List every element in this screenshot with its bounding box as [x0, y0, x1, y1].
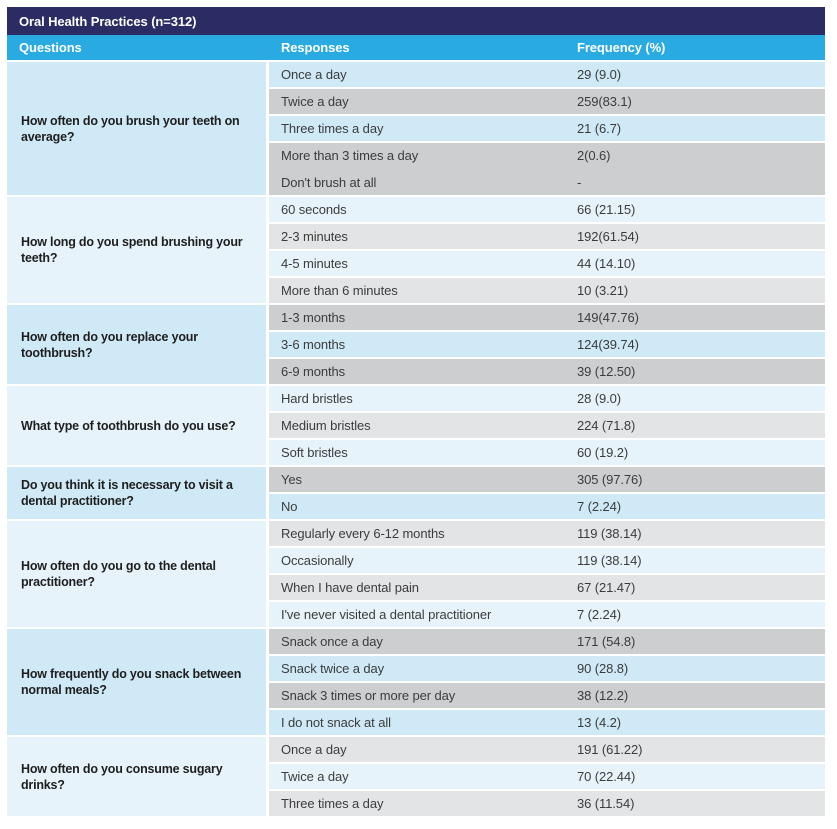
table-row — [269, 249, 825, 276]
table-row — [269, 465, 825, 492]
question-cell — [7, 737, 266, 816]
question-group — [7, 195, 825, 303]
table-row — [269, 411, 825, 438]
frequency-cell: 90 (28.8) — [577, 661, 629, 676]
table-row — [269, 681, 825, 708]
response-cell: Once a day — [281, 742, 347, 757]
table-row — [269, 735, 825, 762]
frequency-cell: 66 (21.15) — [577, 202, 636, 217]
response-cell: Twice a day — [281, 769, 349, 784]
frequency-cell: 21 (6.7) — [577, 121, 622, 136]
response-cell: When I have dental pain — [281, 580, 419, 595]
response-cell: Medium bristles — [281, 418, 371, 433]
frequency-cell: 224 (71.8) — [577, 418, 636, 433]
column-header-questions: Questions — [19, 40, 82, 55]
frequency-cell: 36 (11.54) — [577, 796, 635, 811]
table-title: Oral Health Practices (n=312) — [19, 13, 197, 29]
question-cell — [7, 197, 266, 303]
table-body — [7, 60, 825, 816]
question-text: How often do you brush your teeth on average? — [21, 113, 240, 144]
frequency-cell: 191 (61.22) — [577, 742, 643, 757]
table-row — [269, 60, 825, 87]
response-cell: 6-9 months — [281, 364, 346, 379]
frequency-cell: 149(47.76) — [577, 310, 639, 325]
response-cell: I do not snack at all — [281, 715, 391, 730]
table-row — [269, 789, 825, 816]
question-group — [7, 519, 825, 627]
oral-health-practices-table — [7, 7, 825, 816]
response-cell: 1-3 months — [281, 310, 346, 325]
frequency-cell: - — [577, 175, 582, 190]
table-row — [269, 627, 825, 654]
table-row — [269, 654, 825, 681]
table-row — [269, 303, 825, 330]
frequency-cell: 7 (2.24) — [577, 607, 622, 622]
frequency-cell: 124(39.74) — [577, 337, 639, 352]
question-cell — [7, 386, 266, 465]
frequency-cell: 29 (9.0) — [577, 67, 622, 82]
frequency-cell: 28 (9.0) — [577, 391, 622, 406]
table-row — [269, 519, 825, 546]
question-group — [7, 60, 825, 195]
response-rows — [269, 735, 825, 816]
question-group — [7, 384, 825, 465]
table-row — [269, 222, 825, 249]
table-row — [269, 492, 825, 519]
response-rows — [269, 627, 825, 735]
table-row — [269, 276, 825, 303]
column-header-frequency: Frequency (%) — [577, 40, 666, 55]
table-row — [269, 195, 825, 222]
response-rows — [269, 384, 825, 465]
table-row — [269, 141, 825, 168]
response-cell: No — [281, 499, 298, 514]
response-cell: Once a day — [281, 67, 347, 82]
response-rows — [269, 519, 825, 627]
response-cell: Twice a day — [281, 94, 349, 109]
table-row — [269, 87, 825, 114]
question-cell — [7, 305, 266, 384]
response-cell: Occasionally — [281, 553, 354, 568]
table-row — [269, 762, 825, 789]
frequency-cell: 259(83.1) — [577, 94, 632, 109]
table-header-row — [7, 35, 825, 60]
frequency-cell: 192(61.54) — [577, 229, 639, 244]
table-row — [269, 384, 825, 411]
response-rows — [269, 195, 825, 303]
response-cell: Soft bristles — [281, 445, 348, 460]
response-cell: 4-5 minutes — [281, 256, 348, 271]
response-cell: Snack once a day — [281, 634, 383, 649]
table-row — [269, 546, 825, 573]
frequency-cell: 2(0.6) — [577, 148, 611, 163]
table-row — [269, 573, 825, 600]
question-text: How often do you replace your toothbrush? — [21, 329, 198, 360]
response-cell: Three times a day — [281, 796, 384, 811]
table-row — [269, 708, 825, 735]
response-cell: Snack 3 times or more per day — [281, 688, 456, 703]
response-cell: Don't brush at all — [281, 175, 377, 190]
frequency-cell: 10 (3.21) — [577, 283, 629, 298]
response-cell: 2-3 minutes — [281, 229, 348, 244]
frequency-cell: 70 (22.44) — [577, 769, 636, 784]
frequency-cell: 67 (21.47) — [577, 580, 636, 595]
table-row — [269, 114, 825, 141]
response-cell: Hard bristles — [281, 391, 353, 406]
question-group — [7, 303, 825, 384]
response-cell: Regularly every 6-12 months — [281, 526, 445, 541]
question-group — [7, 465, 825, 519]
question-text: How long do you spend brushing your teeth? — [21, 235, 243, 265]
table-row — [269, 600, 825, 627]
table-row — [269, 438, 825, 465]
response-cell: More than 3 times a day — [281, 148, 419, 163]
response-cell: Snack twice a day — [281, 661, 385, 676]
frequency-cell: 119 (38.14) — [577, 526, 642, 541]
frequency-cell: 119 (38.14) — [577, 553, 642, 568]
response-rows — [269, 60, 825, 195]
frequency-cell: 39 (12.50) — [577, 364, 636, 379]
frequency-cell: 171 (54.8) — [577, 634, 636, 649]
question-cell — [7, 629, 266, 735]
question-cell — [7, 62, 266, 195]
question-text: Do you think it is necessary to visit a dental practitioner? — [21, 478, 233, 508]
response-cell: 60 seconds — [281, 202, 347, 217]
response-cell: More than 6 minutes — [281, 283, 398, 298]
response-rows — [269, 465, 825, 519]
column-header-responses: Responses — [281, 40, 350, 55]
question-text: How often do you go to the dental practitioner? — [21, 559, 216, 589]
table-row — [269, 168, 825, 195]
table-title-bar — [7, 7, 825, 35]
frequency-cell: 7 (2.24) — [577, 499, 622, 514]
question-cell — [7, 521, 266, 627]
question-text: How frequently do you snack between normal meals? — [21, 667, 242, 697]
question-group — [7, 627, 825, 735]
frequency-cell: 305 (97.76) — [577, 472, 643, 487]
frequency-cell: 60 (19.2) — [577, 445, 629, 460]
response-cell: 3-6 months — [281, 337, 346, 352]
frequency-cell: 13 (4.2) — [577, 715, 622, 730]
question-group — [7, 735, 825, 816]
frequency-cell: 38 (12.2) — [577, 688, 629, 703]
response-rows — [269, 303, 825, 384]
question-cell — [7, 467, 266, 519]
table-row — [269, 357, 825, 384]
question-text: How often do you consume sugary drinks? — [21, 761, 223, 792]
question-text: What type of toothbrush do you use? — [21, 418, 236, 433]
response-cell: Three times a day — [281, 121, 384, 136]
frequency-cell: 44 (14.10) — [577, 256, 636, 271]
response-cell: Yes — [281, 472, 302, 487]
response-cell: I've never visited a dental practitioner — [281, 607, 492, 622]
table-row — [269, 330, 825, 357]
